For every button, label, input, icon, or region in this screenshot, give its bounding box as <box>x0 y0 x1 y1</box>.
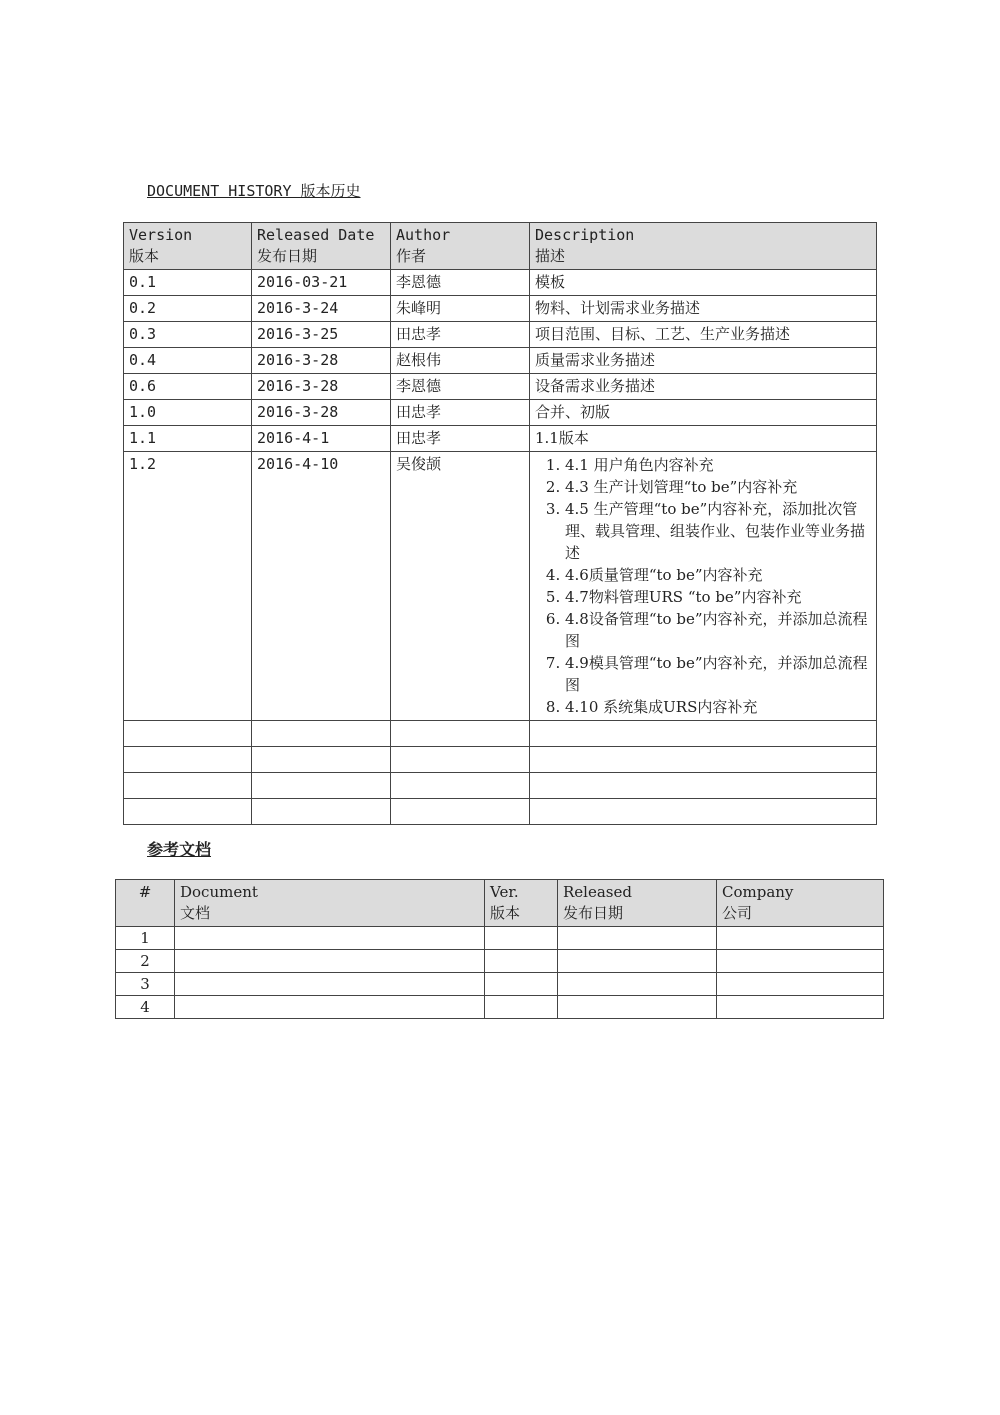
refs-row <box>116 950 884 973</box>
cell-version: 0.3 <box>124 322 252 348</box>
desc-item: 6. 4.8设备管理“to be”内容补充，并添加总流程图 <box>565 608 871 652</box>
cell-author: 朱峰明 <box>391 296 530 322</box>
header-number: # <box>116 880 175 927</box>
reference-docs-title: 参考文档 <box>147 840 212 859</box>
refs-header-row <box>116 880 884 927</box>
refs-row <box>116 973 884 996</box>
header-version: Version 版本 <box>124 223 252 270</box>
empty-row <box>124 747 877 773</box>
cell-description: 合并、初版 <box>530 400 877 426</box>
desc-item: 7. 4.9模具管理“to be”内容补充，并添加总流程图 <box>565 652 871 696</box>
cell-date: 2016-03-21 <box>252 270 391 296</box>
ref-number: 4 <box>116 996 175 1019</box>
cell-description: 模板 <box>530 270 877 296</box>
empty-row <box>124 773 877 799</box>
document-history-table <box>123 222 877 825</box>
ref-number: 3 <box>116 973 175 996</box>
cell-date: 2016-3-28 <box>252 400 391 426</box>
cell-version: 0.2 <box>124 296 252 322</box>
empty-row <box>124 721 877 747</box>
cell-description: 设备需求业务描述 <box>530 374 877 400</box>
cell-author: 田忠孝 <box>391 426 530 452</box>
document-history-title: DOCUMENT HISTORY 版本历史 <box>147 182 361 200</box>
cell-author: 吴俊颉 <box>391 452 530 721</box>
cell-author: 李恩德 <box>391 374 530 400</box>
desc-item: 5. 4.7物料管理URS “to be”内容补充 <box>565 586 871 608</box>
history-row <box>124 400 877 426</box>
cell-author: 赵根伟 <box>391 348 530 374</box>
desc-item: 4. 4.6质量管理“to be”内容补充 <box>565 564 871 586</box>
cell-version: 0.1 <box>124 270 252 296</box>
header-company: Company 公司 <box>717 880 884 927</box>
cell-author: 田忠孝 <box>391 322 530 348</box>
header-ver: Ver. 版本 <box>485 880 558 927</box>
desc-item: 8. 4.10 系统集成URS内容补充 <box>565 696 871 718</box>
reference-docs-table <box>115 879 884 1019</box>
cell-date: 2016-3-24 <box>252 296 391 322</box>
cell-version: 0.6 <box>124 374 252 400</box>
empty-row <box>124 799 877 825</box>
desc-item: 2. 4.3 生产计划管理“to be”内容补充 <box>565 476 871 498</box>
history-header-row <box>124 223 877 270</box>
ref-number: 2 <box>116 950 175 973</box>
cell-version: 1.0 <box>124 400 252 426</box>
cell-version: 1.1 <box>124 426 252 452</box>
cell-version: 0.4 <box>124 348 252 374</box>
desc-item: 1. 4.1 用户角色内容补充 <box>565 454 871 476</box>
header-description: Description 描述 <box>530 223 877 270</box>
header-document: Document 文档 <box>175 880 485 927</box>
cell-date: 2016-4-10 <box>252 452 391 721</box>
history-row-last <box>124 452 877 721</box>
history-row <box>124 322 877 348</box>
cell-date: 2016-4-1 <box>252 426 391 452</box>
ref-number: 1 <box>116 927 175 950</box>
cell-author: 李恩德 <box>391 270 530 296</box>
cell-description: 1.1版本 <box>530 426 877 452</box>
history-row <box>124 348 877 374</box>
cell-date: 2016-3-28 <box>252 348 391 374</box>
cell-version: 1.2 <box>124 452 252 721</box>
cell-description-list <box>530 452 877 721</box>
header-released: Released 发布日期 <box>558 880 717 927</box>
refs-row <box>116 927 884 950</box>
history-row <box>124 270 877 296</box>
history-row <box>124 426 877 452</box>
cell-date: 2016-3-28 <box>252 374 391 400</box>
cell-author: 田忠孝 <box>391 400 530 426</box>
history-row <box>124 296 877 322</box>
cell-description: 质量需求业务描述 <box>530 348 877 374</box>
history-row <box>124 374 877 400</box>
desc-item: 3. 4.5 生产管理“to be”内容补充，添加批次管理、载具管理、组装作业、包装作业等业务描述 <box>565 498 871 564</box>
header-released-date: Released Date 发布日期 <box>252 223 391 270</box>
cell-date: 2016-3-25 <box>252 322 391 348</box>
refs-row <box>116 996 884 1019</box>
header-author: Author 作者 <box>391 223 530 270</box>
cell-description: 项目范围、目标、工艺、生产业务描述 <box>530 322 877 348</box>
cell-description: 物料、计划需求业务描述 <box>530 296 877 322</box>
